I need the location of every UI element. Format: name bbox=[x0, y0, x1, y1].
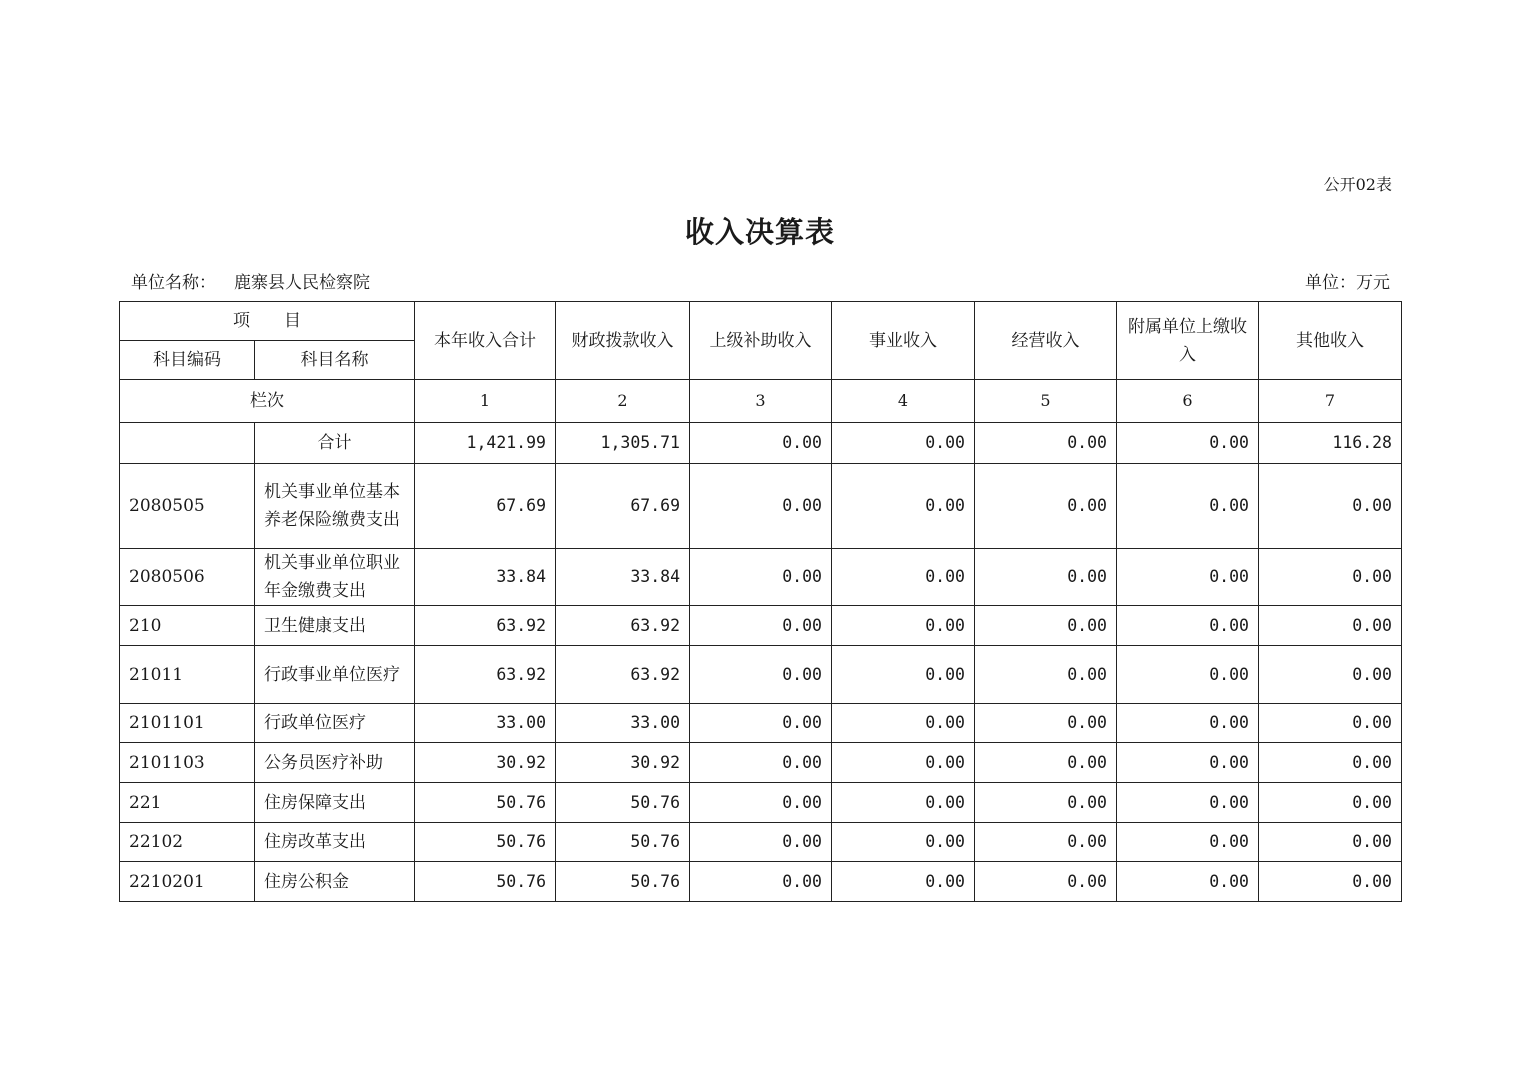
amount-cell: 0.00 bbox=[832, 704, 975, 743]
subject-name: 行政单位医疗 bbox=[255, 704, 415, 743]
total-label: 合计 bbox=[255, 423, 415, 464]
amount-cell: 33.00 bbox=[415, 704, 556, 743]
total-value: 116.28 bbox=[1259, 423, 1402, 464]
index-cell: 3 bbox=[690, 380, 832, 423]
amount-cell: 67.69 bbox=[556, 464, 690, 549]
amount-cell: 0.00 bbox=[832, 549, 975, 606]
index-cell: 5 bbox=[975, 380, 1117, 423]
amount-cell: 0.00 bbox=[1117, 823, 1259, 862]
amount-cell: 0.00 bbox=[832, 862, 975, 902]
total-row bbox=[120, 423, 1402, 464]
index-cell: 7 bbox=[1259, 380, 1402, 423]
amount-cell: 0.00 bbox=[1117, 464, 1259, 549]
column-header: 其他收入 bbox=[1259, 302, 1402, 380]
amount-cell: 0.00 bbox=[975, 606, 1117, 646]
income-table bbox=[119, 301, 1402, 902]
table-row bbox=[120, 823, 1402, 862]
amount-cell: 67.69 bbox=[415, 464, 556, 549]
amount-cell: 50.76 bbox=[415, 862, 556, 902]
index-cell: 2 bbox=[556, 380, 690, 423]
amount-cell: 0.00 bbox=[690, 646, 832, 704]
amount-cell: 30.92 bbox=[415, 743, 556, 783]
amount-cell: 33.84 bbox=[415, 549, 556, 606]
amount-cell: 0.00 bbox=[1259, 549, 1402, 606]
table-row bbox=[120, 646, 1402, 704]
amount-cell: 33.00 bbox=[556, 704, 690, 743]
table-body bbox=[120, 380, 1402, 902]
amount-cell: 0.00 bbox=[975, 464, 1117, 549]
amount-cell: 0.00 bbox=[1117, 606, 1259, 646]
amount-cell: 0.00 bbox=[1259, 743, 1402, 783]
amount-cell: 0.00 bbox=[975, 783, 1117, 823]
amount-cell: 30.92 bbox=[556, 743, 690, 783]
subject-code: 221 bbox=[120, 783, 255, 823]
currency-unit: 单位：万元 bbox=[1305, 273, 1390, 293]
column-header: 事业收入 bbox=[832, 302, 975, 380]
subject-name: 机关事业单位职业年金缴费支出 bbox=[255, 549, 415, 606]
amount-cell: 0.00 bbox=[1117, 862, 1259, 902]
amount-cell: 33.84 bbox=[556, 549, 690, 606]
amount-cell: 0.00 bbox=[832, 743, 975, 783]
subject-code: 210 bbox=[120, 606, 255, 646]
subject-code: 2101103 bbox=[120, 743, 255, 783]
index-label: 栏次 bbox=[120, 380, 415, 423]
amount-cell: 50.76 bbox=[556, 862, 690, 902]
subject-name: 住房保障支出 bbox=[255, 783, 415, 823]
subject-code: 2080505 bbox=[120, 464, 255, 549]
code-header: 科目编码 bbox=[120, 341, 255, 380]
amount-cell: 0.00 bbox=[975, 823, 1117, 862]
amount-cell: 63.92 bbox=[415, 646, 556, 704]
total-value: 0.00 bbox=[690, 423, 832, 464]
amount-cell: 0.00 bbox=[690, 704, 832, 743]
subject-code: 2080506 bbox=[120, 549, 255, 606]
column-header: 财政拨款收入 bbox=[556, 302, 690, 380]
subject-code: 2101101 bbox=[120, 704, 255, 743]
amount-cell: 63.92 bbox=[415, 606, 556, 646]
amount-cell: 0.00 bbox=[690, 862, 832, 902]
amount-cell: 0.00 bbox=[975, 549, 1117, 606]
subject-name: 住房改革支出 bbox=[255, 823, 415, 862]
amount-cell: 0.00 bbox=[1259, 823, 1402, 862]
amount-cell: 0.00 bbox=[690, 823, 832, 862]
total-value: 0.00 bbox=[975, 423, 1117, 464]
index-row bbox=[120, 380, 1402, 423]
amount-cell: 0.00 bbox=[690, 549, 832, 606]
amount-cell: 0.00 bbox=[832, 646, 975, 704]
index-cell: 6 bbox=[1117, 380, 1259, 423]
amount-cell: 0.00 bbox=[832, 464, 975, 549]
amount-cell: 0.00 bbox=[1117, 646, 1259, 704]
amount-cell: 0.00 bbox=[975, 743, 1117, 783]
subject-name: 住房公积金 bbox=[255, 862, 415, 902]
subject-name: 机关事业单位基本养老保险缴费支出 bbox=[255, 464, 415, 549]
amount-cell: 50.76 bbox=[415, 823, 556, 862]
project-header: 项 目 bbox=[120, 302, 415, 341]
table-row bbox=[120, 704, 1402, 743]
subject-name: 公务员医疗补助 bbox=[255, 743, 415, 783]
amount-cell: 50.76 bbox=[556, 783, 690, 823]
total-value: 0.00 bbox=[832, 423, 975, 464]
subject-name: 行政事业单位医疗 bbox=[255, 646, 415, 704]
column-header: 附属单位上缴收入 bbox=[1117, 302, 1259, 380]
amount-cell: 63.92 bbox=[556, 646, 690, 704]
column-header: 经营收入 bbox=[975, 302, 1117, 380]
amount-cell: 63.92 bbox=[556, 606, 690, 646]
unit-name-line bbox=[131, 268, 370, 293]
amount-cell: 0.00 bbox=[832, 783, 975, 823]
amount-cell: 0.00 bbox=[1259, 862, 1402, 902]
total-value: 1,305.71 bbox=[556, 423, 690, 464]
amount-cell: 50.76 bbox=[556, 823, 690, 862]
amount-cell: 0.00 bbox=[975, 646, 1117, 704]
table-row bbox=[120, 743, 1402, 783]
table-row bbox=[120, 464, 1402, 549]
name-header: 科目名称 bbox=[255, 341, 415, 380]
table-row bbox=[120, 606, 1402, 646]
amount-cell: 0.00 bbox=[975, 704, 1117, 743]
amount-cell: 0.00 bbox=[1117, 549, 1259, 606]
subject-code: 22102 bbox=[120, 823, 255, 862]
index-cell: 1 bbox=[415, 380, 556, 423]
subject-code: 2210201 bbox=[120, 862, 255, 902]
amount-cell: 0.00 bbox=[975, 862, 1117, 902]
subject-name: 卫生健康支出 bbox=[255, 606, 415, 646]
amount-cell: 0.00 bbox=[1259, 464, 1402, 549]
total-code-cell bbox=[120, 423, 255, 464]
table-row bbox=[120, 862, 1402, 902]
unit-name-label: 单位名称： bbox=[131, 273, 216, 293]
page-title: 收入决算表 bbox=[684, 215, 835, 249]
amount-cell: 0.00 bbox=[832, 823, 975, 862]
index-cell: 4 bbox=[832, 380, 975, 423]
amount-cell: 50.76 bbox=[415, 783, 556, 823]
amount-cell: 0.00 bbox=[1117, 704, 1259, 743]
table-row bbox=[120, 783, 1402, 823]
amount-cell: 0.00 bbox=[690, 606, 832, 646]
amount-cell: 0.00 bbox=[1259, 704, 1402, 743]
amount-cell: 0.00 bbox=[690, 464, 832, 549]
table-row bbox=[120, 549, 1402, 606]
amount-cell: 0.00 bbox=[1117, 743, 1259, 783]
unit-name-value: 鹿寨县人民检察院 bbox=[234, 273, 370, 293]
amount-cell: 0.00 bbox=[832, 606, 975, 646]
form-number: 公开02表 bbox=[1323, 175, 1392, 194]
column-header: 本年收入合计 bbox=[415, 302, 556, 380]
column-header: 上级补助收入 bbox=[690, 302, 832, 380]
amount-cell: 0.00 bbox=[1259, 646, 1402, 704]
amount-cell: 0.00 bbox=[690, 783, 832, 823]
amount-cell: 0.00 bbox=[1259, 783, 1402, 823]
amount-cell: 0.00 bbox=[690, 743, 832, 783]
total-value: 0.00 bbox=[1117, 423, 1259, 464]
total-value: 1,421.99 bbox=[415, 423, 556, 464]
amount-cell: 0.00 bbox=[1259, 606, 1402, 646]
amount-cell: 0.00 bbox=[1117, 783, 1259, 823]
subject-code: 21011 bbox=[120, 646, 255, 704]
